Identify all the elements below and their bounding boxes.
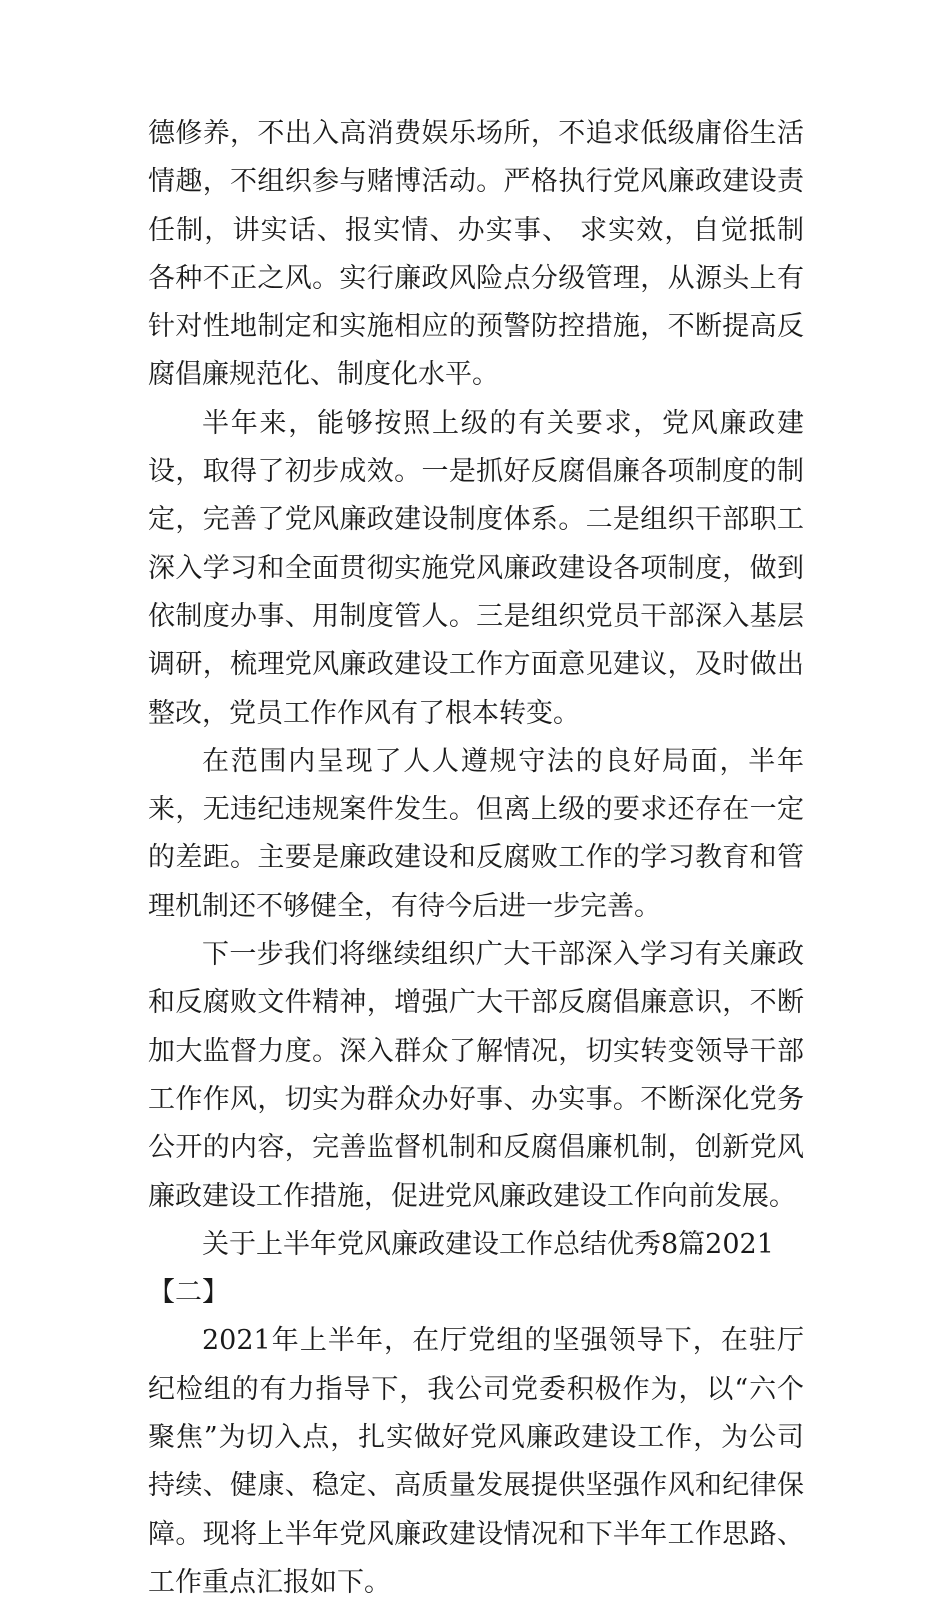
document-page bbox=[148, 110, 804, 1607]
paragraph-continuation: 德修养，不出入高消费娱乐场所，不追求低级庸俗生活情趣，不组织参与赌博活动。严格执行党风廉政建设责任制，讲实话、报实情、办实事、 求实效，自觉抵制各种不正之风。实行廉政风险点分级管理，从源头上有针对性地制定和实施相应的预警防控措施，不断提高反腐倡廉规范化、制度化水平。 bbox=[148, 118, 804, 391]
paragraph-results: 半年来，能够按照上级的有关要求，党风廉政建设，取得了初步成效。一是抓好反腐倡廉各项制度的制定，完善了党风廉政建设制度体系。二是组织干部职工深入学习和全面贯彻实施党风廉政建设各项制度，做到依制度办事、用制度管人。三是组织党员干部深入基层调研，梳理党风廉政建设工作方面意见建议，及时做出整改，党员工作作风有了根本转变。 bbox=[148, 407, 804, 729]
paragraph-intro-2021: 2021年上半年，在厅党组的坚强领导下，在驻厅纪检组的有力指导下，我公司党委积极作为，以“六个聚焦”为切入点，扎实做好党风廉政建设工作，为公司持续、健康、稳定、高质量发展提供坚强作风和纪律保障。现将上半年党风廉政建设情况和下半年工作思路、工作重点汇报如下。 bbox=[148, 1325, 804, 1598]
paragraph-shortcomings: 在范围内呈现了人人遵规守法的良好局面，半年来，无违纪违规案件发生。但离上级的要求还存在一定的差距。主要是廉政建设和反腐败工作的学习教育和管理机制还不够健全，有待今后进一步完善。 bbox=[148, 745, 804, 922]
section-heading: 关于上半年党风廉政建设工作总结优秀8篇2021【二】 bbox=[148, 1228, 774, 1309]
paragraph-next-steps: 下一步我们将继续组织广大干部深入学习有关廉政和反腐败文件精神，增强广大干部反腐倡廉意识，不断加大监督力度。深入群众了解情况，切实转变领导干部工作作风，切实为群众办好事、办实事。不断深化党务公开的内容，完善监督机制和反腐倡廉机制，创新党风廉政建设工作措施，促进党风廉政建设工作向前发展。 bbox=[148, 939, 804, 1212]
